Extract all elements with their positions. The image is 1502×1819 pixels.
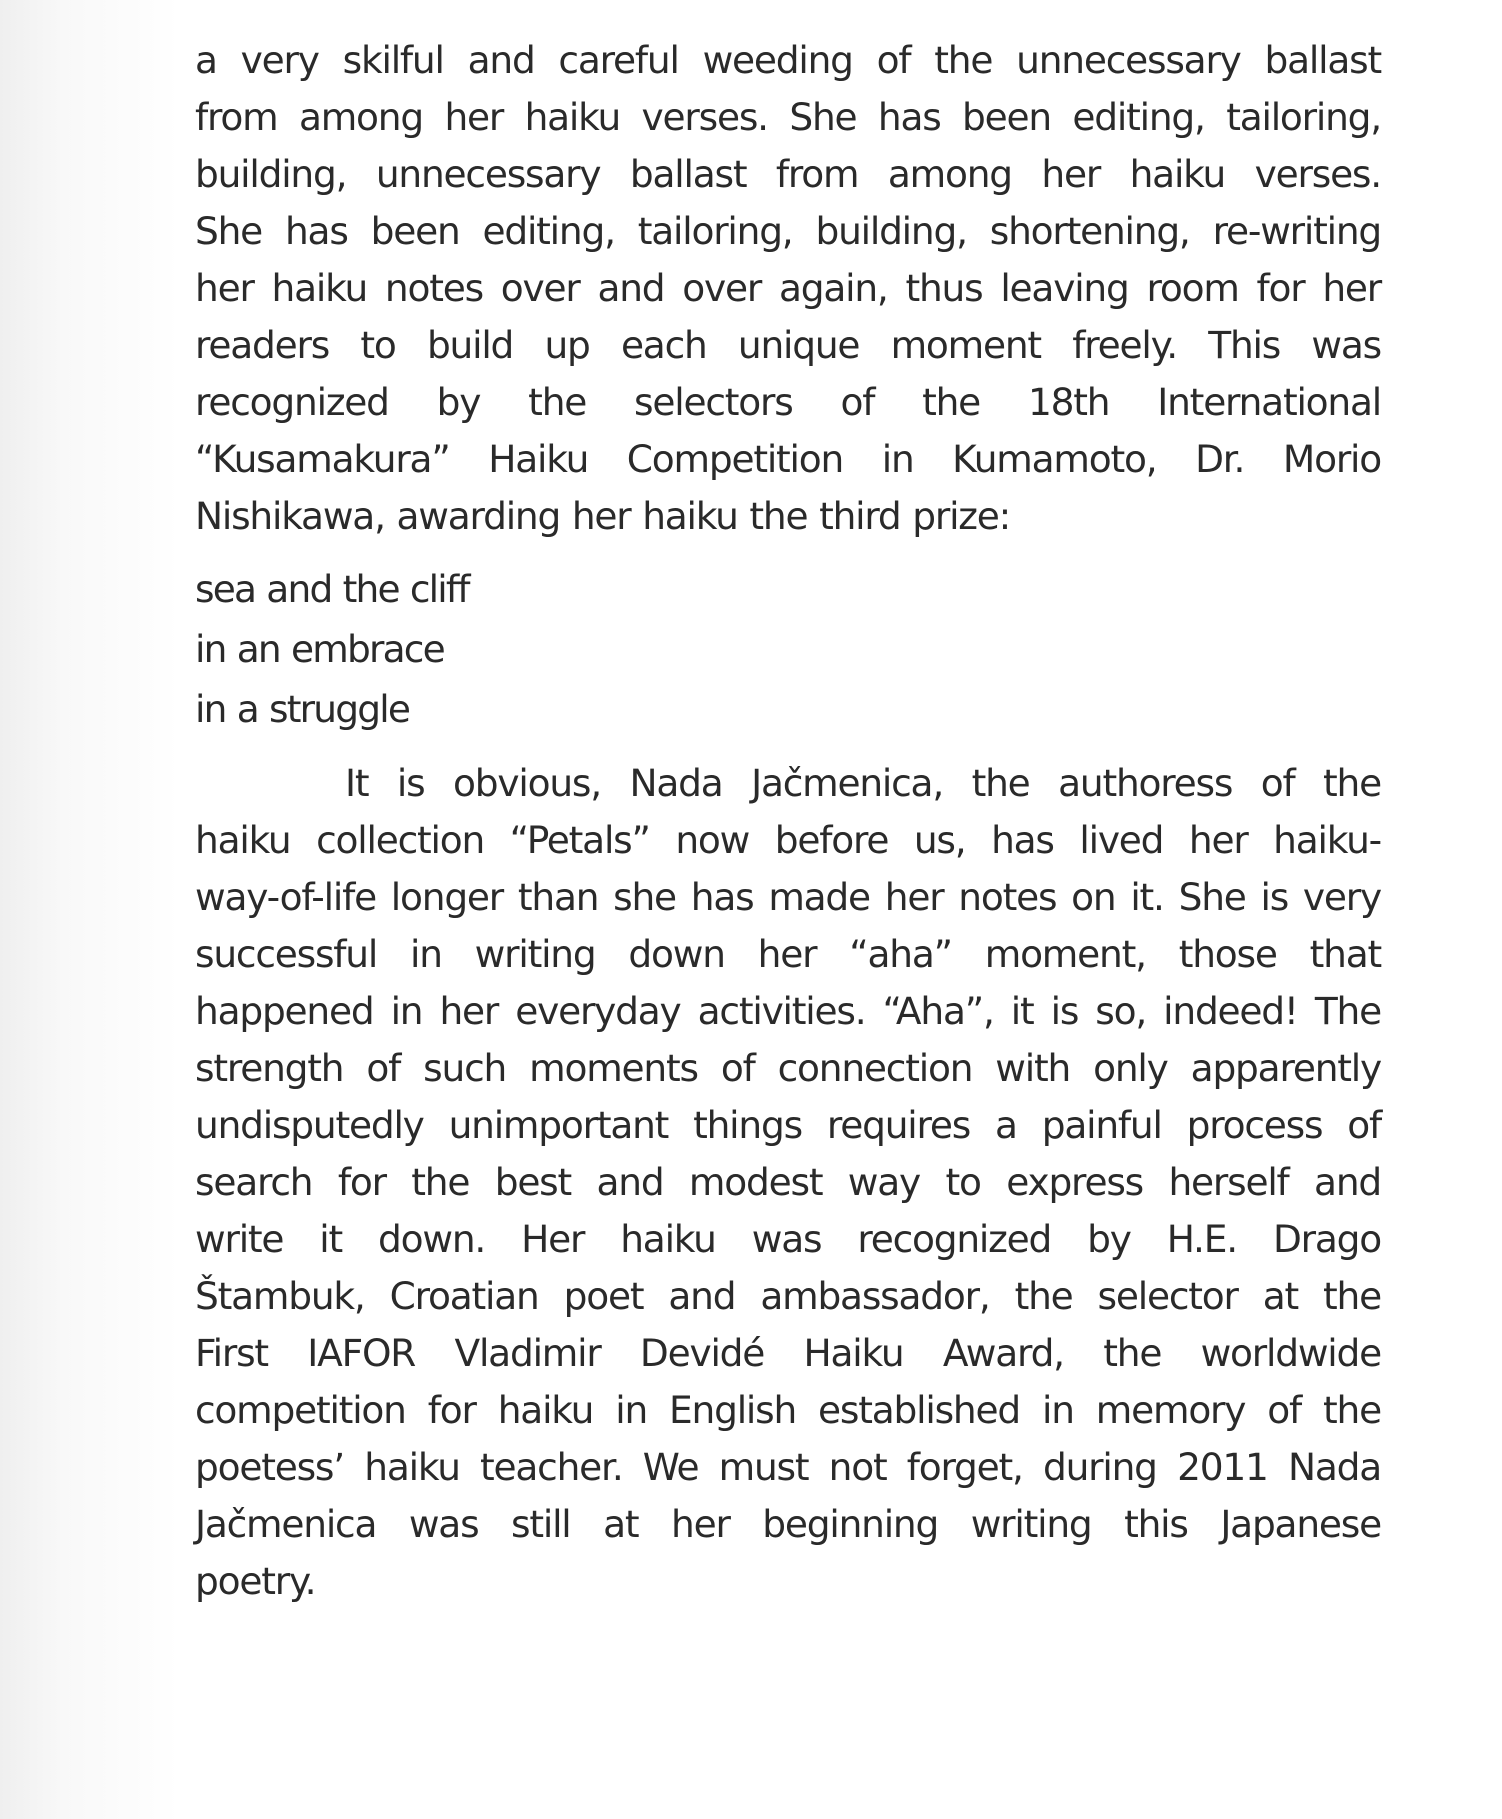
paragraph-1 <box>195 32 1381 545</box>
haiku-line: in a struggle <box>195 687 410 731</box>
haiku-line: sea and the cliff <box>195 567 469 611</box>
book-page <box>195 32 1381 1610</box>
text-line: Jačmenica was still at her beginning writing this Japanese <box>195 1502 1381 1546</box>
haiku-verse <box>195 559 1381 739</box>
text-line: “Kusamakura” Haiku Competition in Kumamoto, Dr. Morio <box>195 437 1381 481</box>
text-line: haiku collection “Petals” now before us, has lived her haiku- <box>195 818 1381 862</box>
text-line: her haiku notes over and over again, thus leaving room for her <box>195 266 1381 310</box>
text-line: poetry. <box>195 1559 316 1603</box>
text-line: poetess’ haiku teacher. We must not forget, during 2011 Nada <box>195 1445 1381 1489</box>
text-line: strength of such moments of connection with only apparently <box>195 1046 1381 1090</box>
text-line: way-of-life longer than she has made her notes on it. She is very <box>195 875 1381 919</box>
text-line: from among her haiku verses. She has been editing, tailoring, <box>195 95 1381 139</box>
text-line: Štambuk, Croatian poet and ambassador, the selector at the <box>195 1274 1381 1318</box>
paragraph-2 <box>195 755 1381 1610</box>
text-line: She has been editing, tailoring, building, shortening, re-writing <box>195 209 1381 253</box>
text-line: happened in her everyday activities. “Aha”, it is so, indeed! The <box>195 989 1381 1033</box>
text-line: recognized by the selectors of the 18th International <box>195 380 1381 424</box>
text-line: search for the best and modest way to express herself and <box>195 1160 1381 1204</box>
text-line: a very skilful and careful weeding of the unnecessary ballast <box>195 38 1381 82</box>
text-line: write it down. Her haiku was recognized by H.E. Drago <box>195 1217 1381 1261</box>
text-line: building, unnecessary ballast from among her haiku verses. <box>195 152 1381 196</box>
text-line: First IAFOR Vladimir Devidé Haiku Award, the worldwide <box>195 1331 1381 1375</box>
text-line: undisputedly unimportant things requires a painful process of <box>195 1103 1381 1147</box>
haiku-line: in an embrace <box>195 627 444 671</box>
text-line: Nishikawa, awarding her haiku the third prize: <box>195 494 1011 538</box>
text-line: successful in writing down her “aha” moment, those that <box>195 932 1381 976</box>
text-line: readers to build up each unique moment freely. This was <box>195 323 1381 367</box>
text-line: It is obvious, Nada Jačmenica, the authoress of the <box>345 761 1381 805</box>
text-line: competition for haiku in English established in memory of the <box>195 1388 1381 1432</box>
